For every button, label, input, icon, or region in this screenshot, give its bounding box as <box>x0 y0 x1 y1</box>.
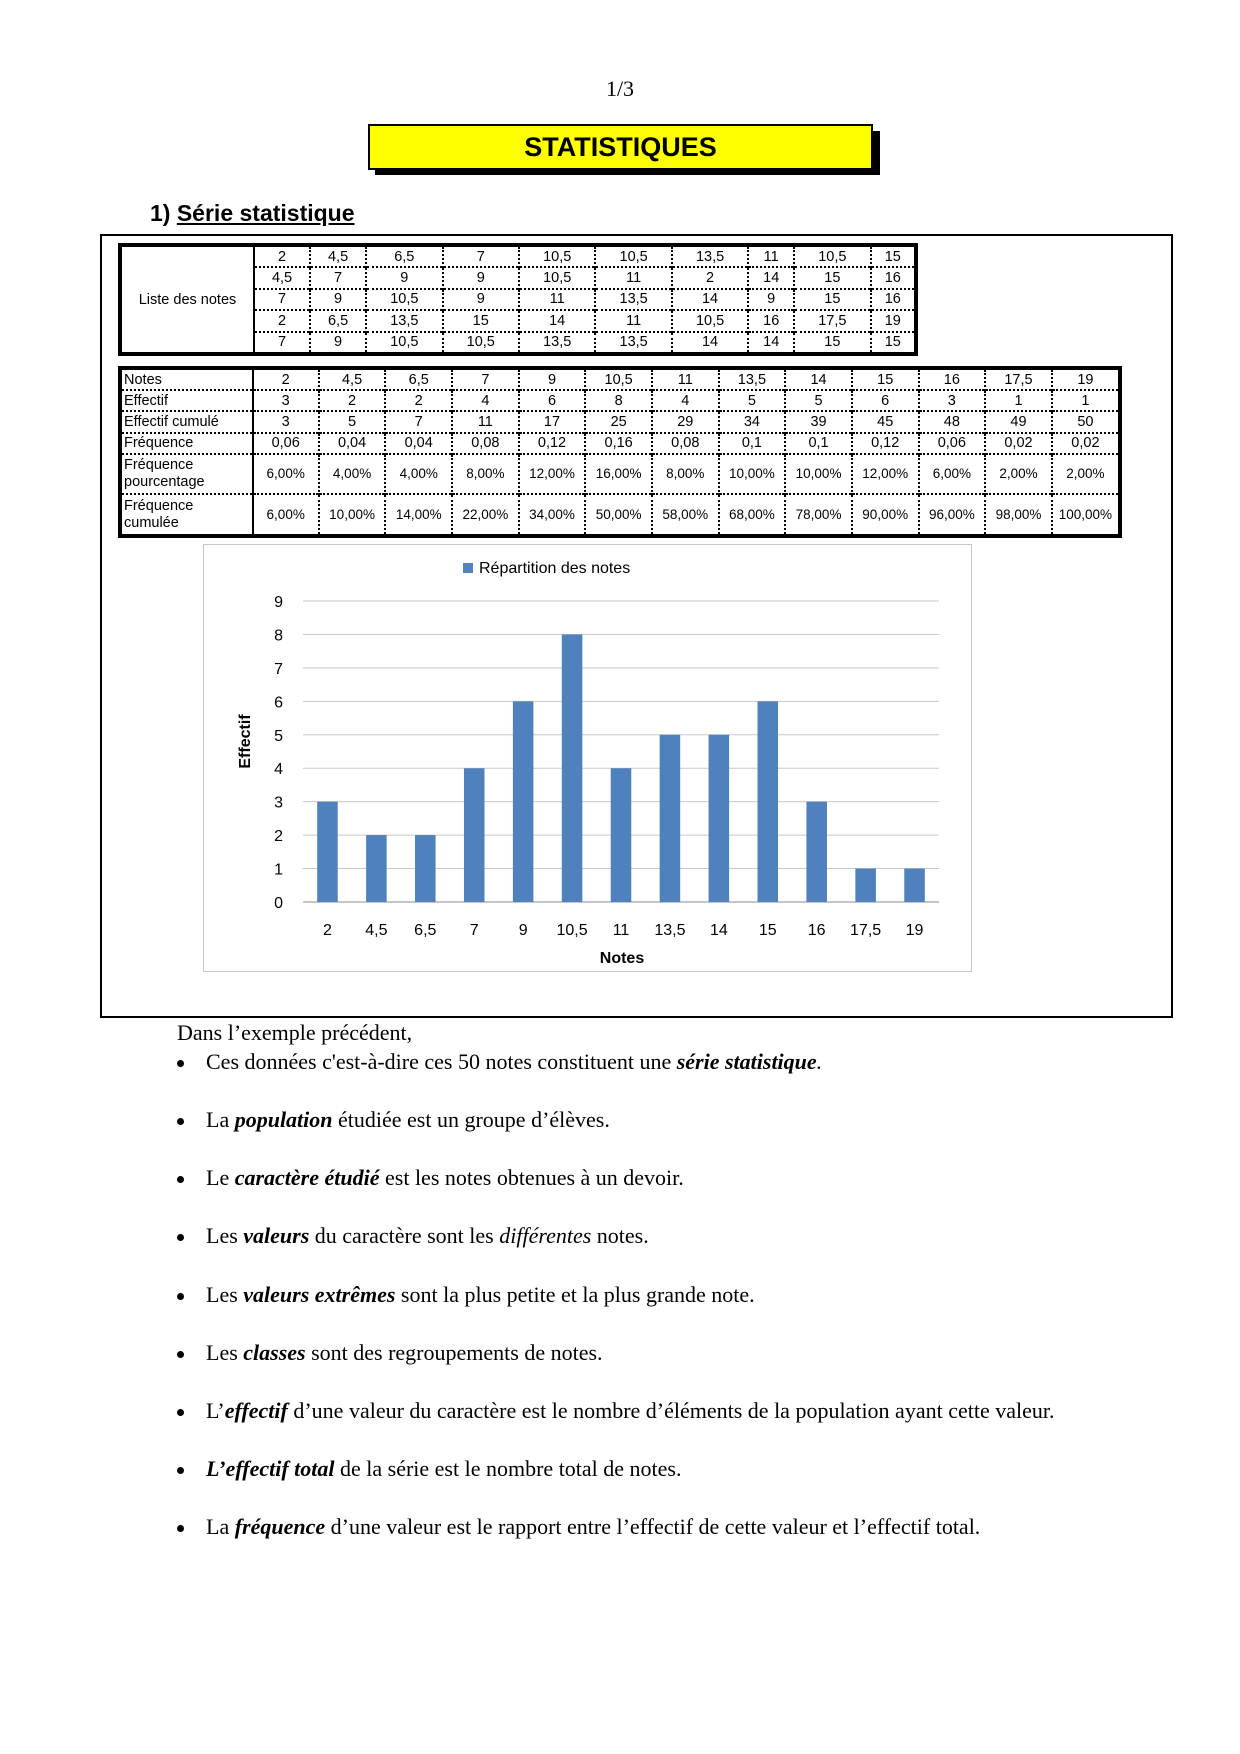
row-label: Notes <box>122 370 253 390</box>
table-cell: 13,5 <box>519 332 595 352</box>
table-cell: 15 <box>871 247 914 267</box>
table-cell: 49 <box>985 411 1052 432</box>
table-cell: 90,00% <box>852 494 919 534</box>
table-cell: 78,00% <box>785 494 852 534</box>
text-span: de la série est le nombre total de notes. <box>334 1456 682 1481</box>
table-cell: 7 <box>310 267 366 288</box>
table-cell: 15 <box>852 370 919 390</box>
table-cell: 14 <box>672 332 748 352</box>
table-cell: 13,5 <box>595 289 671 310</box>
table-cell: 13,5 <box>595 332 671 352</box>
x-tick-label: 9 <box>518 922 528 939</box>
table-cell: 10,5 <box>519 267 595 288</box>
table-cell: 5 <box>785 390 852 411</box>
table-cell: 7 <box>443 247 519 267</box>
table-cell: 14 <box>748 267 794 288</box>
table-cell: 2 <box>253 370 319 390</box>
text-span: étudiée est un groupe d’élèves. <box>332 1107 610 1132</box>
table-cell: 39 <box>785 411 852 432</box>
bar <box>611 768 632 902</box>
table-cell: 4,5 <box>310 247 366 267</box>
table-cell: 0,02 <box>985 433 1052 454</box>
x-tick-label: 15 <box>758 922 777 939</box>
table-row <box>122 390 1118 411</box>
table-cell: 17,5 <box>985 370 1052 390</box>
table-cell: 10,00% <box>785 454 852 494</box>
bar <box>904 869 925 902</box>
table-cell: 15 <box>794 332 870 352</box>
y-tick-label: 2 <box>274 828 283 846</box>
chart-svg <box>204 545 971 971</box>
x-tick-label: 14 <box>709 922 728 939</box>
table-cell: 10,00% <box>319 494 386 534</box>
table-cell: 5 <box>719 390 786 411</box>
table-cell: 0,06 <box>253 433 319 454</box>
table-cell: 7 <box>254 289 310 310</box>
table-cell: 12,00% <box>519 454 586 494</box>
x-tick-label: 13,5 <box>654 922 686 939</box>
table-row <box>122 370 1118 390</box>
table-cell: 9 <box>519 370 586 390</box>
table-cell: 4,5 <box>319 370 386 390</box>
table-cell: 4 <box>652 390 719 411</box>
legend-label: Répartition des notes <box>479 560 631 577</box>
table-cell: 9 <box>310 289 366 310</box>
table-cell: 50 <box>1052 411 1118 432</box>
table-cell: 2 <box>319 390 386 411</box>
text-span: d’une valeur est le rapport entre l’effectif de cette valeur et l’effectif total. <box>325 1514 981 1539</box>
table-cell: 10,5 <box>519 247 595 267</box>
y-tick-label: 8 <box>274 627 283 645</box>
table-row <box>122 247 914 267</box>
table-cell: 9 <box>748 289 794 310</box>
table-cell: 22,00% <box>452 494 519 534</box>
table-cell: 50,00% <box>585 494 652 534</box>
table-cell: 4,00% <box>385 454 452 494</box>
table-cell: 10,5 <box>443 332 519 352</box>
term: effectif <box>224 1398 288 1423</box>
intro-text: Dans l’exemple précédent, <box>177 1020 413 1045</box>
table-cell: 48 <box>919 411 986 432</box>
section-heading <box>150 200 355 227</box>
table-cell: 6,5 <box>366 247 442 267</box>
y-tick-label: 1 <box>274 861 283 879</box>
term: série statistique <box>676 1049 817 1074</box>
bar <box>513 701 534 902</box>
table-cell: 10,00% <box>719 454 786 494</box>
table-cell: 16 <box>871 289 914 310</box>
frequency-table <box>118 366 1122 538</box>
text-span: Ces données c'est-à-dire ces 50 notes constituent une <box>206 1049 677 1074</box>
table-cell: 7 <box>254 332 310 352</box>
table-cell: 6 <box>852 390 919 411</box>
section-title: Série statistique <box>176 200 355 226</box>
bullet-icon <box>177 1118 184 1125</box>
section-number: 1) <box>150 200 171 226</box>
table-cell: 10,5 <box>595 247 671 267</box>
row-label <box>122 454 253 494</box>
table-cell: 9 <box>310 332 366 352</box>
table-cell: 16 <box>871 267 914 288</box>
table-cell: 6,00% <box>253 494 319 534</box>
text-span: Les <box>206 1282 244 1307</box>
table-cell: 45 <box>852 411 919 432</box>
bullet-icon <box>177 1234 184 1241</box>
table-cell: 0,02 <box>1052 433 1118 454</box>
table-cell: 3 <box>253 411 319 432</box>
table-row <box>122 494 1118 534</box>
table-cell: 25 <box>585 411 652 432</box>
y-tick-label: 7 <box>274 660 283 678</box>
table-cell: 13,5 <box>719 370 786 390</box>
table-cell: 1 <box>1052 390 1118 411</box>
row-label-line: cumulée <box>124 514 179 531</box>
table-cell: 12,00% <box>852 454 919 494</box>
x-tick-label: 17,5 <box>850 922 882 939</box>
table-cell: 7 <box>452 370 519 390</box>
bar <box>464 768 485 902</box>
bullet-icon <box>177 1409 184 1416</box>
table-cell: 15 <box>794 289 870 310</box>
bar <box>366 835 387 902</box>
x-tick-label: 11 <box>612 922 630 939</box>
table-cell: 15 <box>443 310 519 331</box>
table-cell: 11 <box>519 289 595 310</box>
table-cell: 4,00% <box>319 454 386 494</box>
bar <box>806 802 827 902</box>
table-cell: 15 <box>794 267 870 288</box>
bar <box>855 869 876 902</box>
text-span: sont des regroupements de notes. <box>305 1340 603 1365</box>
table-cell: 0,08 <box>452 433 519 454</box>
table-cell: 8,00% <box>452 454 519 494</box>
table-cell: 2 <box>254 310 310 331</box>
table-cell: 0,1 <box>719 433 786 454</box>
text-span: L’ <box>206 1398 225 1423</box>
table-cell: 6,00% <box>919 454 986 494</box>
table-cell: 6,5 <box>310 310 366 331</box>
table-cell: 11 <box>652 370 719 390</box>
table-cell: 13,5 <box>672 247 748 267</box>
table-cell: 10,5 <box>366 332 442 352</box>
bullet-icon <box>177 1467 184 1474</box>
y-tick-label: 9 <box>274 594 283 611</box>
notes-list-table <box>118 243 918 356</box>
table-cell: 10,5 <box>672 310 748 331</box>
x-tick-label: 6,5 <box>414 922 437 939</box>
table-cell: 0,06 <box>919 433 986 454</box>
term: classes <box>243 1340 306 1365</box>
table-cell: 0,04 <box>319 433 386 454</box>
text-span: notes. <box>591 1223 649 1248</box>
row-label <box>122 494 253 534</box>
text-span: du caractère sont les <box>309 1223 500 1248</box>
bullet-icon <box>177 1351 184 1358</box>
text-span: d’une valeur du caractère est le nombre d’éléments de la population ayant cette valeur. <box>287 1398 1055 1423</box>
y-tick-label: 0 <box>274 895 283 912</box>
table-cell: 98,00% <box>985 494 1052 534</box>
table-cell: 34,00% <box>519 494 586 534</box>
y-tick-label: 5 <box>274 727 283 745</box>
x-tick-label: 4,5 <box>365 922 388 939</box>
bar <box>660 735 681 902</box>
bar <box>757 701 778 902</box>
table-cell: 17 <box>519 411 586 432</box>
table-cell: 19 <box>871 310 914 331</box>
x-tick-label: 19 <box>905 922 924 939</box>
table-cell: 14,00% <box>385 494 452 534</box>
x-axis-title: Notes <box>599 950 645 967</box>
table-cell: 8 <box>585 390 652 411</box>
y-tick-label: 3 <box>274 794 283 812</box>
table-cell: 0,08 <box>652 433 719 454</box>
table-cell: 11 <box>452 411 519 432</box>
table-cell: 10,5 <box>585 370 652 390</box>
table-cell: 16,00% <box>585 454 652 494</box>
table-cell: 2,00% <box>1052 454 1118 494</box>
table-cell: 9 <box>443 267 519 288</box>
x-tick-label: 16 <box>807 922 826 939</box>
y-tick-label: 4 <box>274 761 283 779</box>
table-cell: 11 <box>595 310 671 331</box>
term: valeurs <box>243 1223 310 1248</box>
table-cell: 29 <box>652 411 719 432</box>
text-span: sont la plus petite et la plus grande note. <box>395 1282 755 1307</box>
table-row <box>122 454 1118 494</box>
table-cell: 9 <box>366 267 442 288</box>
row-label: Effectif cumulé <box>122 411 253 432</box>
table-cell: 6 <box>519 390 586 411</box>
term: caractère étudié <box>234 1165 380 1190</box>
table-cell: 14 <box>785 370 852 390</box>
bullet-icon <box>177 1525 184 1532</box>
table-cell: 0,04 <box>385 433 452 454</box>
table-cell: 9 <box>443 289 519 310</box>
text-span: Les <box>206 1223 244 1248</box>
table-cell: 14 <box>672 289 748 310</box>
table-cell: 2 <box>672 267 748 288</box>
term: valeurs extrêmes <box>243 1282 396 1307</box>
row-label: Effectif <box>122 390 253 411</box>
table-cell: 11 <box>595 267 671 288</box>
document-title: STATISTIQUES <box>368 124 873 170</box>
page-number: 1/3 <box>605 76 635 101</box>
row-label-line: Fréquence <box>124 497 194 514</box>
term: L’effectif total <box>206 1456 335 1481</box>
text-span: La <box>206 1107 235 1132</box>
bar <box>317 802 338 902</box>
table-cell: 96,00% <box>919 494 986 534</box>
table-cell: 68,00% <box>719 494 786 534</box>
table-cell: 100,00% <box>1052 494 1118 534</box>
table-cell: 0,16 <box>585 433 652 454</box>
x-tick-label: 10,5 <box>556 922 588 939</box>
table-cell: 58,00% <box>652 494 719 534</box>
y-axis-title: Effectif <box>237 714 254 769</box>
table-cell: 2 <box>385 390 452 411</box>
x-tick-label: 7 <box>469 922 479 939</box>
term: population <box>234 1107 333 1132</box>
table-cell: 13,5 <box>366 310 442 331</box>
table-cell: 14 <box>519 310 595 331</box>
table-cell: 1 <box>985 390 1052 411</box>
table-cell: 0,12 <box>852 433 919 454</box>
table-cell: 6,5 <box>385 370 452 390</box>
bullet-icon <box>177 1293 184 1300</box>
legend-swatch <box>463 563 473 573</box>
table-cell: 6,00% <box>253 454 319 494</box>
bar <box>709 735 730 902</box>
table-cell: 17,5 <box>794 310 870 331</box>
bullet-icon <box>177 1176 184 1183</box>
table-cell: 14 <box>748 332 794 352</box>
x-tick-label: 2 <box>323 922 332 939</box>
text-span: La <box>206 1514 235 1539</box>
bar <box>562 634 583 902</box>
table-cell: 2 <box>254 247 310 267</box>
row-label-line: Fréquence <box>124 457 194 473</box>
bar <box>415 835 436 902</box>
table-cell: 0,12 <box>519 433 586 454</box>
table-row <box>122 433 1118 454</box>
term: fréquence <box>234 1514 326 1539</box>
text-span: est les notes obtenues à un devoir. <box>379 1165 684 1190</box>
table-cell: 5 <box>319 411 386 432</box>
table-cell: 10,5 <box>794 247 870 267</box>
table-cell: 19 <box>1052 370 1118 390</box>
table-cell: 2,00% <box>985 454 1052 494</box>
table-cell: 16 <box>748 310 794 331</box>
table-cell: 11 <box>748 247 794 267</box>
table-cell: 4 <box>452 390 519 411</box>
table-cell: 15 <box>871 332 914 352</box>
bar-chart <box>203 544 972 972</box>
row-label-line: pourcentage <box>124 474 205 490</box>
table-cell: 10,5 <box>366 289 442 310</box>
bullet-icon <box>177 1060 184 1067</box>
notes-list-label: Liste des notes <box>122 247 254 352</box>
row-label: Fréquence <box>122 433 253 454</box>
table-cell: 3 <box>919 390 986 411</box>
table-cell: 0,1 <box>785 433 852 454</box>
table-cell: 4,5 <box>254 267 310 288</box>
table-cell: 7 <box>385 411 452 432</box>
table-cell: 8,00% <box>652 454 719 494</box>
text-span: . <box>816 1049 823 1074</box>
text-span: Le <box>206 1165 235 1190</box>
table-row <box>122 411 1118 432</box>
text-span: Les <box>206 1340 244 1365</box>
table-cell: 16 <box>919 370 986 390</box>
text-span: différentes <box>499 1223 592 1248</box>
table-cell: 34 <box>719 411 786 432</box>
y-tick-label: 6 <box>274 694 283 712</box>
table-cell: 3 <box>253 390 319 411</box>
